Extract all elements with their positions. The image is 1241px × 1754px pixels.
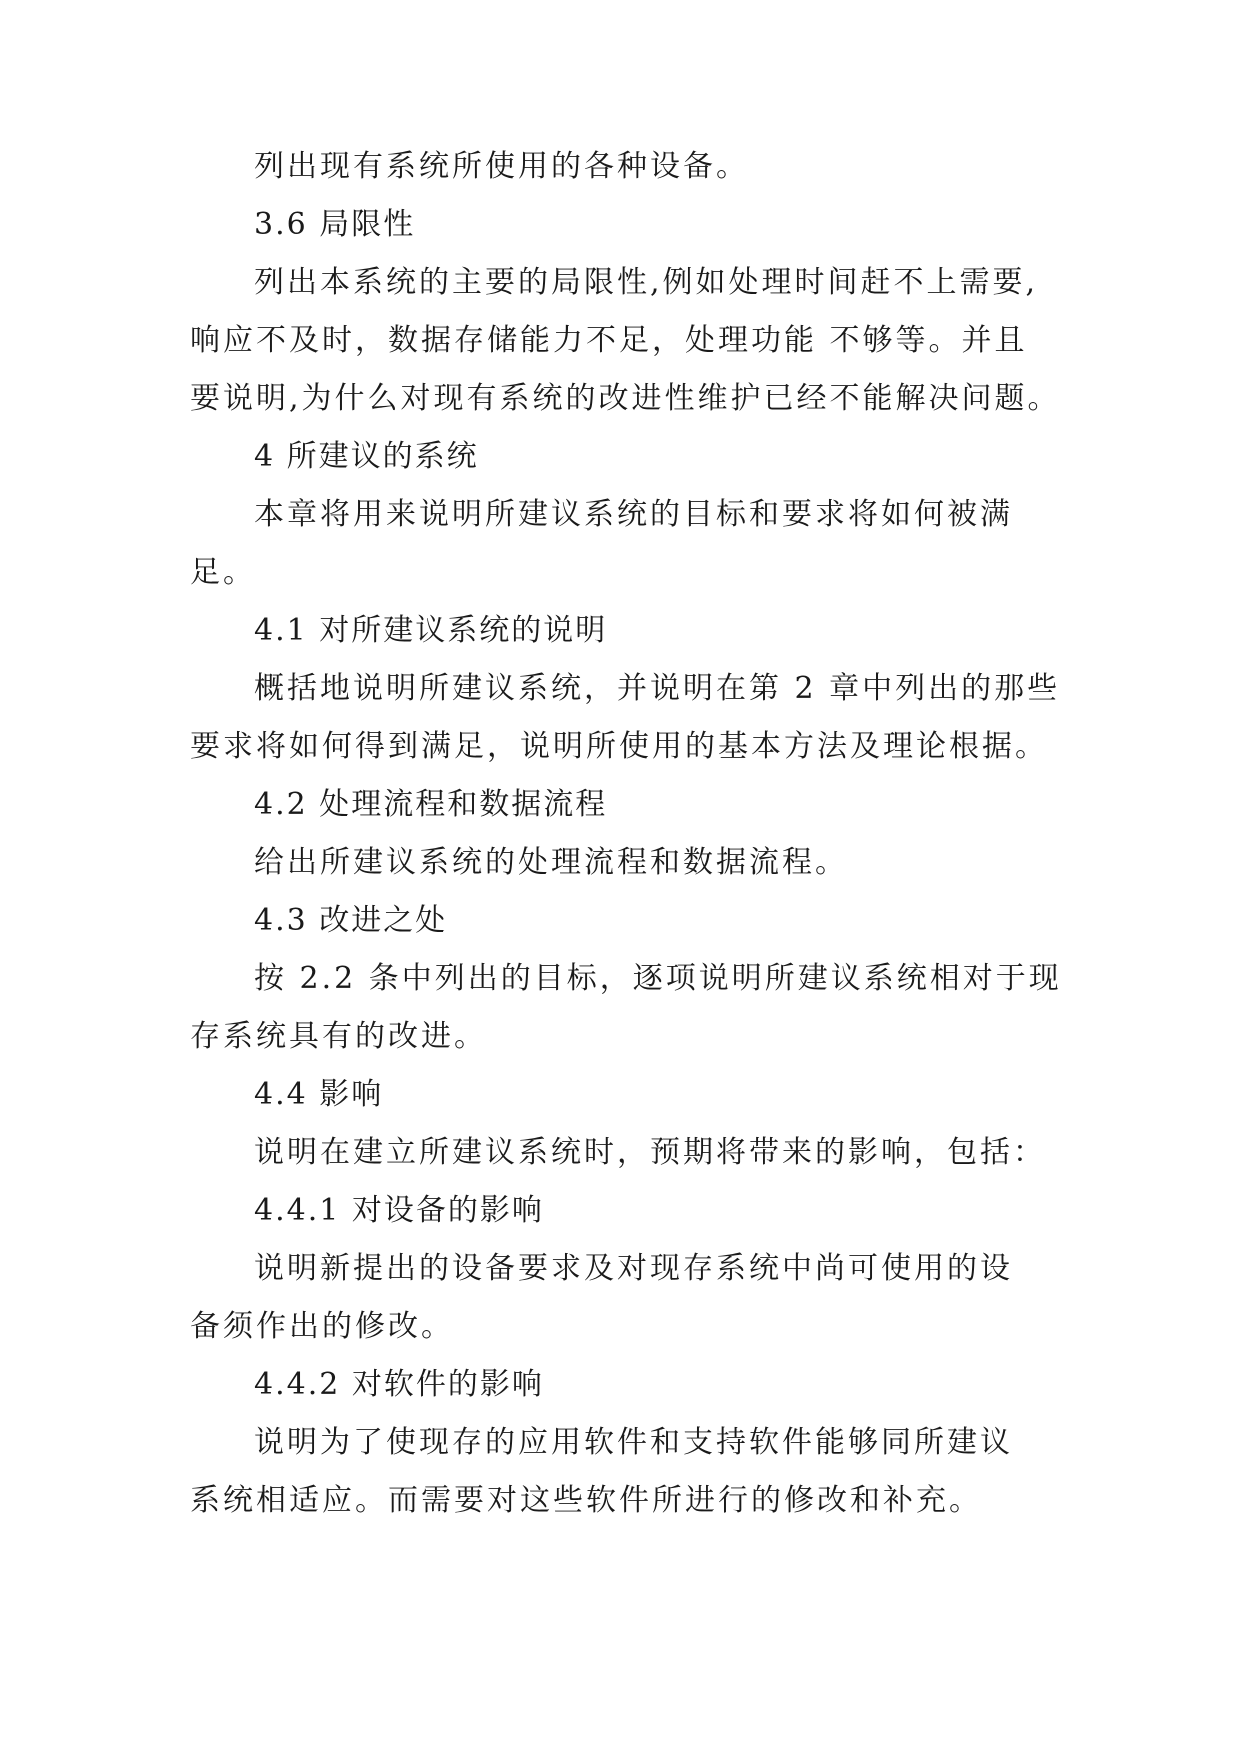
paragraph-line: 足。 [190,555,256,590]
section-heading-4-2: 4.2 处理流程和数据流程 [254,787,608,822]
paragraph-line: 说明新提出的设备要求及对现存系统中尚可使用的设 [254,1251,1013,1286]
paragraph-line: 响应不及时，数据存储能力不足，处理功能 不够等。并且 [190,323,1028,358]
paragraph-line: 给出所建议系统的处理流程和数据流程。 [254,845,848,880]
section-heading-4-4: 4.4 影响 [254,1077,384,1112]
paragraph-line: 按 2.2 条中列出的目标，逐项说明所建议系统相对于现 [254,961,1062,996]
paragraph-line: 本章将用来说明所建议系统的目标和要求将如何被满 [254,497,1013,532]
section-heading-4-3: 4.3 改进之处 [254,903,448,938]
section-heading-4-4-2: 4.4.2 对软件的影响 [254,1367,544,1402]
paragraph-line: 列出现有系统所使用的各种设备。 [254,149,749,184]
paragraph-line: 要说明,为什么对现有系统的改进性维护已经不能解决问题。 [190,381,1061,416]
paragraph-line: 系统相适应。而需要对这些软件所进行的修改和补充。 [190,1483,982,1518]
section-heading-4-1: 4.1 对所建议系统的说明 [254,613,608,648]
paragraph-line: 说明为了使现存的应用软件和支持软件能够同所建议 [254,1425,1013,1460]
section-heading-3-6: 3.6 局限性 [254,207,416,242]
paragraph-line: 备须作出的修改。 [190,1309,454,1344]
section-heading-4: 4 所建议的系统 [254,439,479,474]
paragraph-line: 存系统具有的改进。 [190,1019,487,1054]
paragraph-line: 说明在建立所建议系统时，预期将带来的影响，包括： [254,1135,1046,1170]
paragraph-line: 要求将如何得到满足，说明所使用的基本方法及理论根据。 [190,729,1048,764]
section-heading-4-4-1: 4.4.1 对设备的影响 [254,1193,544,1228]
paragraph-line: 概括地说明所建议系统，并说明在第 2 章中列出的那些 [254,671,1061,706]
paragraph-line: 列出本系统的主要的局限性,例如处理时间赶不上需要, [254,265,1039,300]
